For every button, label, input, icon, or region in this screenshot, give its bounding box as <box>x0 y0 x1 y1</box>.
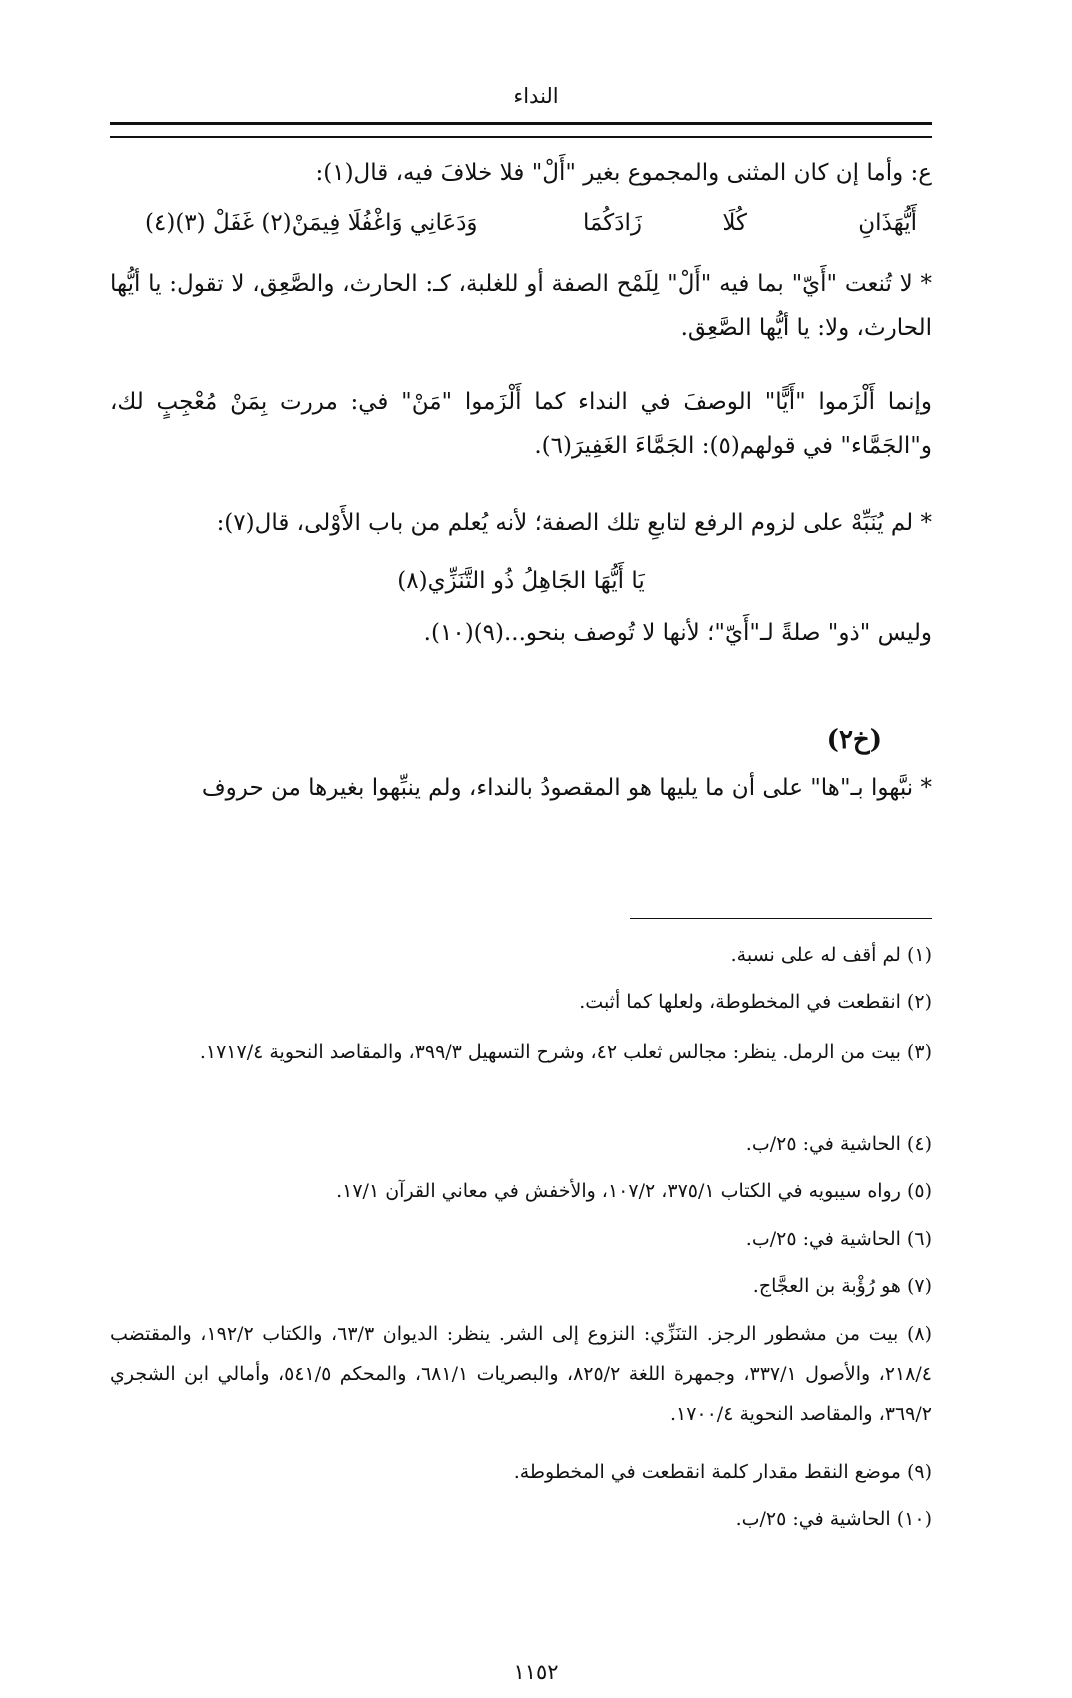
footnote-1: (١) لم أقف له على نسبة. <box>730 944 932 966</box>
manuscript-section-mark: (خ٢) <box>826 725 882 755</box>
verse-2: يَا أَيُّهَا الجَاهِلُ ذُو التَّنَزِّي(٨) <box>397 568 645 594</box>
footnote-4: (٤) الحاشية في: ٢٥/ب. <box>745 1133 932 1155</box>
footnote-separator <box>630 918 932 919</box>
running-header: النداء <box>513 84 559 108</box>
header-rule-thick <box>110 122 932 125</box>
footnote-5: (٥) رواه سيبويه في الكتاب ٣٧٥/١، ١٠٧/٢، والأخفش في معاني القرآن ١٧/١. <box>336 1180 932 1202</box>
footnote-6: (٦) الحاشية في: ٢٥/ب. <box>745 1228 932 1250</box>
paragraph-2: * لا تُنعت "أَيّ" بما فيه "أَلْ" لِلَمْح الصفة أو للغلبة، كـ: الحارث، والصَّعِق، لا تقول: يا أيُّها الحارث، ولا: يا أيُّها الصَّعِق. <box>110 271 932 341</box>
paragraph-6: * نبَّهوا بـ"ها" على أن ما يليها هو المقصودُ بالنداء، ولم ينبِّهوا بغيرها من حروف <box>201 775 932 801</box>
footnote-7: (٧) هو رُؤْبة بن العجَّاج. <box>752 1275 932 1297</box>
verse-1-part-3: زَادَكُمَا <box>583 210 642 236</box>
header-rule-thin <box>110 136 932 138</box>
verse-1-part-1: أَيُّهَذَانِ <box>858 210 917 236</box>
footnote-2: (٢) انقطعت في المخطوطة، ولعلها كما أثبت. <box>579 991 932 1013</box>
verse-1-part-4: وَدَعَانِي وَاغْفُلَا فِيمَنْ(٢) غَفَلْ (٣)(٤) <box>145 210 478 236</box>
paragraph-4: * لم يُنَبِّهْ على لزوم الرفع لتابعِ تلك الصفة؛ لأنه يُعلم من باب الأَوْلى، قال(٧): <box>216 510 932 536</box>
footnote-3: (٣) بيت من الرمل. ينظر: مجالس ثعلب ٤٢، وشرح التسهيل ٣٩٩/٣، والمقاصد النحوية ١٧١٧/٤. <box>199 1041 932 1063</box>
page-number: ١١٥٢ <box>513 1660 559 1684</box>
paragraph-3: وإنما أَلْزَموا "أَيًّا" الوصفَ في النداء كما أَلْزَموا "مَنْ" في: مررت بِمَنْ مُعْجِبٍ لك، و"الجَمَّاء" في قولهم(٥): الجَمَّاءَ الغَفِيرَ(٦). <box>110 389 932 459</box>
footnote-9: (٩) موضع النقط مقدار كلمة انقطعت في المخطوطة. <box>513 1461 932 1483</box>
footnote-10: (١٠) الحاشية في: ٢٥/ب. <box>735 1508 932 1530</box>
paragraph-1: ع: وأما إن كان المثنى والمجموع بغير "أَلْ" فلا خلافَ فيه، قال(١): <box>315 160 932 186</box>
paragraph-5: وليس "ذو" صلةً لـ"أَيّ"؛ لأنها لا تُوصف بنحو...(٩)(١٠). <box>423 620 932 646</box>
verse-1-part-2: كُلَا <box>722 210 747 236</box>
footnote-8: (٨) بيت من مشطور الرجز. التنَزِّي: النزوع إلى الشر. ينظر: الديوان ٦٣/٣، والكتاب ١٩٢/٢، والمقتضب ٢١٨/٤، والأصول ٣٣٧/١، وجمهرة اللغة ٨٢٥/٢، والبصريات ٦٨١/١، والمحكم ٥٤١/٥، وأمالي ابن الشجري ٣٦٩/٢، والمقاصد النحوية ١٧٠٠/٤. <box>110 1323 932 1425</box>
